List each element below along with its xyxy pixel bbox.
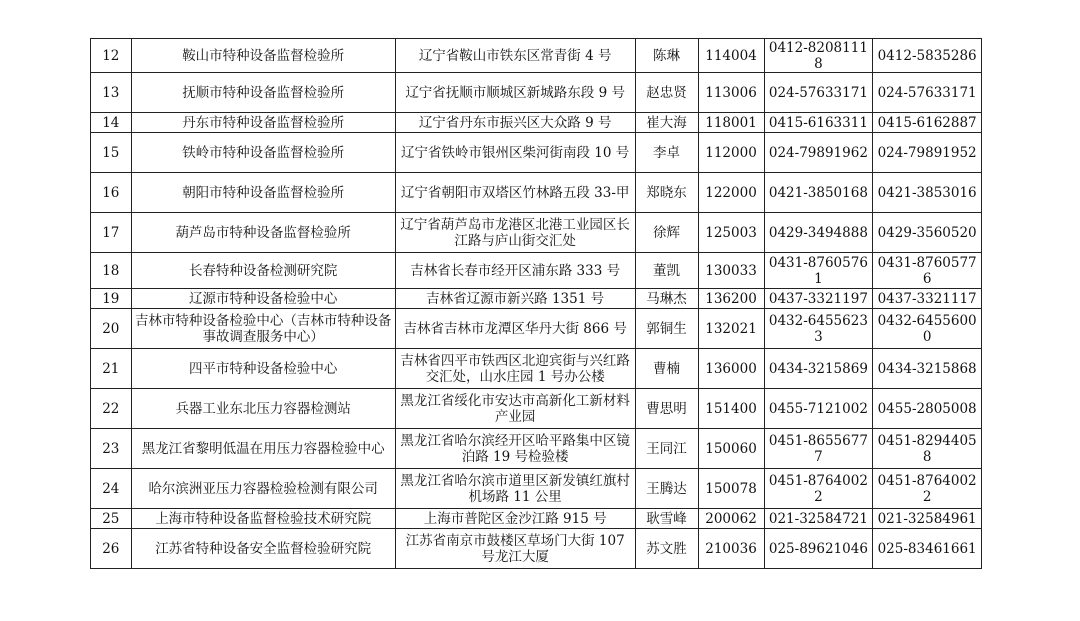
row-number-cell: 14 [91, 113, 132, 133]
row-number-cell: 22 [91, 389, 132, 429]
contact-person-cell: 赵忠贤 [635, 73, 698, 113]
table-body [91, 39, 982, 569]
table-row [91, 213, 982, 253]
address-cell: 吉林省辽源市新兴路 1351 号 [395, 289, 635, 309]
address-cell: 辽宁省抚顺市顺城区新城路东段 9 号 [395, 73, 635, 113]
postal-code-cell: 132021 [698, 309, 764, 349]
address-cell: 黑龙江省绥化市安达市高新化工新材料产业园 [395, 389, 635, 429]
phone-number-cell: 0451-87640022 [764, 469, 873, 509]
address-cell: 吉林省长春市经开区浦东路 333 号 [395, 253, 635, 289]
table-row [91, 39, 982, 73]
address-cell: 黑龙江省哈尔滨市道里区新发镇红旗村机场路 11 公里 [395, 469, 635, 509]
address-cell: 辽宁省鞍山市铁东区常青街 4 号 [395, 39, 635, 73]
address-cell: 吉林省四平市铁西区北迎宾街与兴红路交汇处，山水庄园 1 号办公楼 [395, 349, 635, 389]
table-row [91, 529, 982, 569]
table-row [91, 469, 982, 509]
fax-number-cell: 0455-2805008 [873, 389, 982, 429]
postal-code-cell: 118001 [698, 113, 764, 133]
postal-code-cell: 150078 [698, 469, 764, 509]
institution-name-cell: 抚顺市特种设备监督检验所 [131, 73, 395, 113]
postal-code-cell: 113006 [698, 73, 764, 113]
fax-number-cell: 024-57633171 [873, 73, 982, 113]
institution-name-cell: 江苏省特种设备安全监督检验研究院 [131, 529, 395, 569]
phone-number-cell: 0437-3321197 [764, 289, 873, 309]
address-cell: 辽宁省葫芦岛市龙港区北港工业园区长江路与庐山街交汇处 [395, 213, 635, 253]
table-row [91, 253, 982, 289]
phone-number-cell: 0451-86556777 [764, 429, 873, 469]
contact-person-cell: 王腾达 [635, 469, 698, 509]
postal-code-cell: 136200 [698, 289, 764, 309]
institution-name-cell: 兵器工业东北压力容器检测站 [131, 389, 395, 429]
contact-person-cell: 王同江 [635, 429, 698, 469]
institution-name-cell: 朝阳市特种设备监督检验所 [131, 173, 395, 213]
inspection-institutions-table [90, 38, 982, 569]
table-row [91, 289, 982, 309]
row-number-cell: 18 [91, 253, 132, 289]
table-row [91, 389, 982, 429]
phone-number-cell: 0412-82081118 [764, 39, 873, 73]
row-number-cell: 17 [91, 213, 132, 253]
fax-number-cell: 0434-3215868 [873, 349, 982, 389]
table-row [91, 349, 982, 389]
institution-name-cell: 鞍山市特种设备监督检验所 [131, 39, 395, 73]
phone-number-cell: 0429-3494888 [764, 213, 873, 253]
institution-name-cell: 吉林市特种设备检验中心（吉林市特种设备事故调查服务中心） [131, 309, 395, 349]
fax-number-cell: 0451-82944058 [873, 429, 982, 469]
table-row [91, 429, 982, 469]
phone-number-cell: 0432-64556233 [764, 309, 873, 349]
table-row [91, 173, 982, 213]
row-number-cell: 16 [91, 173, 132, 213]
phone-number-cell: 021-32584721 [764, 509, 873, 529]
address-cell: 上海市普陀区金沙江路 915 号 [395, 509, 635, 529]
contact-person-cell: 马琳杰 [635, 289, 698, 309]
institution-name-cell: 葫芦岛市特种设备监督检验所 [131, 213, 395, 253]
postal-code-cell: 114004 [698, 39, 764, 73]
phone-number-cell: 0455-7121002 [764, 389, 873, 429]
phone-number-cell: 024-57633171 [764, 73, 873, 113]
row-number-cell: 20 [91, 309, 132, 349]
phone-number-cell: 0421-3850168 [764, 173, 873, 213]
contact-person-cell: 苏文胜 [635, 529, 698, 569]
table-row [91, 73, 982, 113]
institution-name-cell: 四平市特种设备检验中心 [131, 349, 395, 389]
fax-number-cell: 0429-3560520 [873, 213, 982, 253]
table-row [91, 309, 982, 349]
fax-number-cell: 021-32584961 [873, 509, 982, 529]
contact-person-cell: 崔大海 [635, 113, 698, 133]
address-cell: 江苏省南京市鼓楼区草场门大街 107 号龙江大厦 [395, 529, 635, 569]
address-cell: 辽宁省铁岭市银州区柴河街南段 10 号 [395, 133, 635, 173]
fax-number-cell: 0437-3321117 [873, 289, 982, 309]
postal-code-cell: 136000 [698, 349, 764, 389]
phone-number-cell: 025-89621046 [764, 529, 873, 569]
institution-name-cell: 黑龙江省黎明低温在用压力容器检验中心 [131, 429, 395, 469]
address-cell: 吉林省吉林市龙潭区华丹大街 866 号 [395, 309, 635, 349]
contact-person-cell: 郭铜生 [635, 309, 698, 349]
fax-number-cell: 0451-87640022 [873, 469, 982, 509]
table-row [91, 509, 982, 529]
fax-number-cell: 0431-87605776 [873, 253, 982, 289]
address-cell: 辽宁省朝阳市双塔区竹林路五段 33-甲 [395, 173, 635, 213]
fax-number-cell: 0415-6162887 [873, 113, 982, 133]
table-row [91, 133, 982, 173]
row-number-cell: 26 [91, 529, 132, 569]
postal-code-cell: 122000 [698, 173, 764, 213]
row-number-cell: 15 [91, 133, 132, 173]
postal-code-cell: 112000 [698, 133, 764, 173]
phone-number-cell: 0415-6163311 [764, 113, 873, 133]
fax-number-cell: 0432-64556000 [873, 309, 982, 349]
address-cell: 辽宁省丹东市振兴区大众路 9 号 [395, 113, 635, 133]
contact-person-cell: 李卓 [635, 133, 698, 173]
postal-code-cell: 130033 [698, 253, 764, 289]
contact-person-cell: 曹思明 [635, 389, 698, 429]
row-number-cell: 23 [91, 429, 132, 469]
phone-number-cell: 024-79891962 [764, 133, 873, 173]
table-row [91, 113, 982, 133]
postal-code-cell: 151400 [698, 389, 764, 429]
address-cell: 黑龙江省哈尔滨经开区哈平路集中区镜泊路 19 号检验楼 [395, 429, 635, 469]
row-number-cell: 19 [91, 289, 132, 309]
contact-person-cell: 董凯 [635, 253, 698, 289]
institution-name-cell: 丹东市特种设备监督检验所 [131, 113, 395, 133]
postal-code-cell: 150060 [698, 429, 764, 469]
row-number-cell: 25 [91, 509, 132, 529]
row-number-cell: 12 [91, 39, 132, 73]
row-number-cell: 24 [91, 469, 132, 509]
fax-number-cell: 0421-3853016 [873, 173, 982, 213]
phone-number-cell: 0434-3215869 [764, 349, 873, 389]
fax-number-cell: 025-83461661 [873, 529, 982, 569]
postal-code-cell: 210036 [698, 529, 764, 569]
institution-name-cell: 辽源市特种设备检验中心 [131, 289, 395, 309]
postal-code-cell: 125003 [698, 213, 764, 253]
postal-code-cell: 200062 [698, 509, 764, 529]
institution-name-cell: 哈尔滨洲亚压力容器检验检测有限公司 [131, 469, 395, 509]
contact-person-cell: 曹楠 [635, 349, 698, 389]
institution-name-cell: 长春特种设备检测研究院 [131, 253, 395, 289]
institution-name-cell: 铁岭市特种设备监督检验所 [131, 133, 395, 173]
institution-name-cell: 上海市特种设备监督检验技术研究院 [131, 509, 395, 529]
contact-person-cell: 陈琳 [635, 39, 698, 73]
fax-number-cell: 0412-5835286 [873, 39, 982, 73]
phone-number-cell: 0431-87605761 [764, 253, 873, 289]
contact-person-cell: 徐辉 [635, 213, 698, 253]
contact-person-cell: 耿雪峰 [635, 509, 698, 529]
row-number-cell: 21 [91, 349, 132, 389]
contact-person-cell: 郑晓东 [635, 173, 698, 213]
row-number-cell: 13 [91, 73, 132, 113]
fax-number-cell: 024-79891952 [873, 133, 982, 173]
